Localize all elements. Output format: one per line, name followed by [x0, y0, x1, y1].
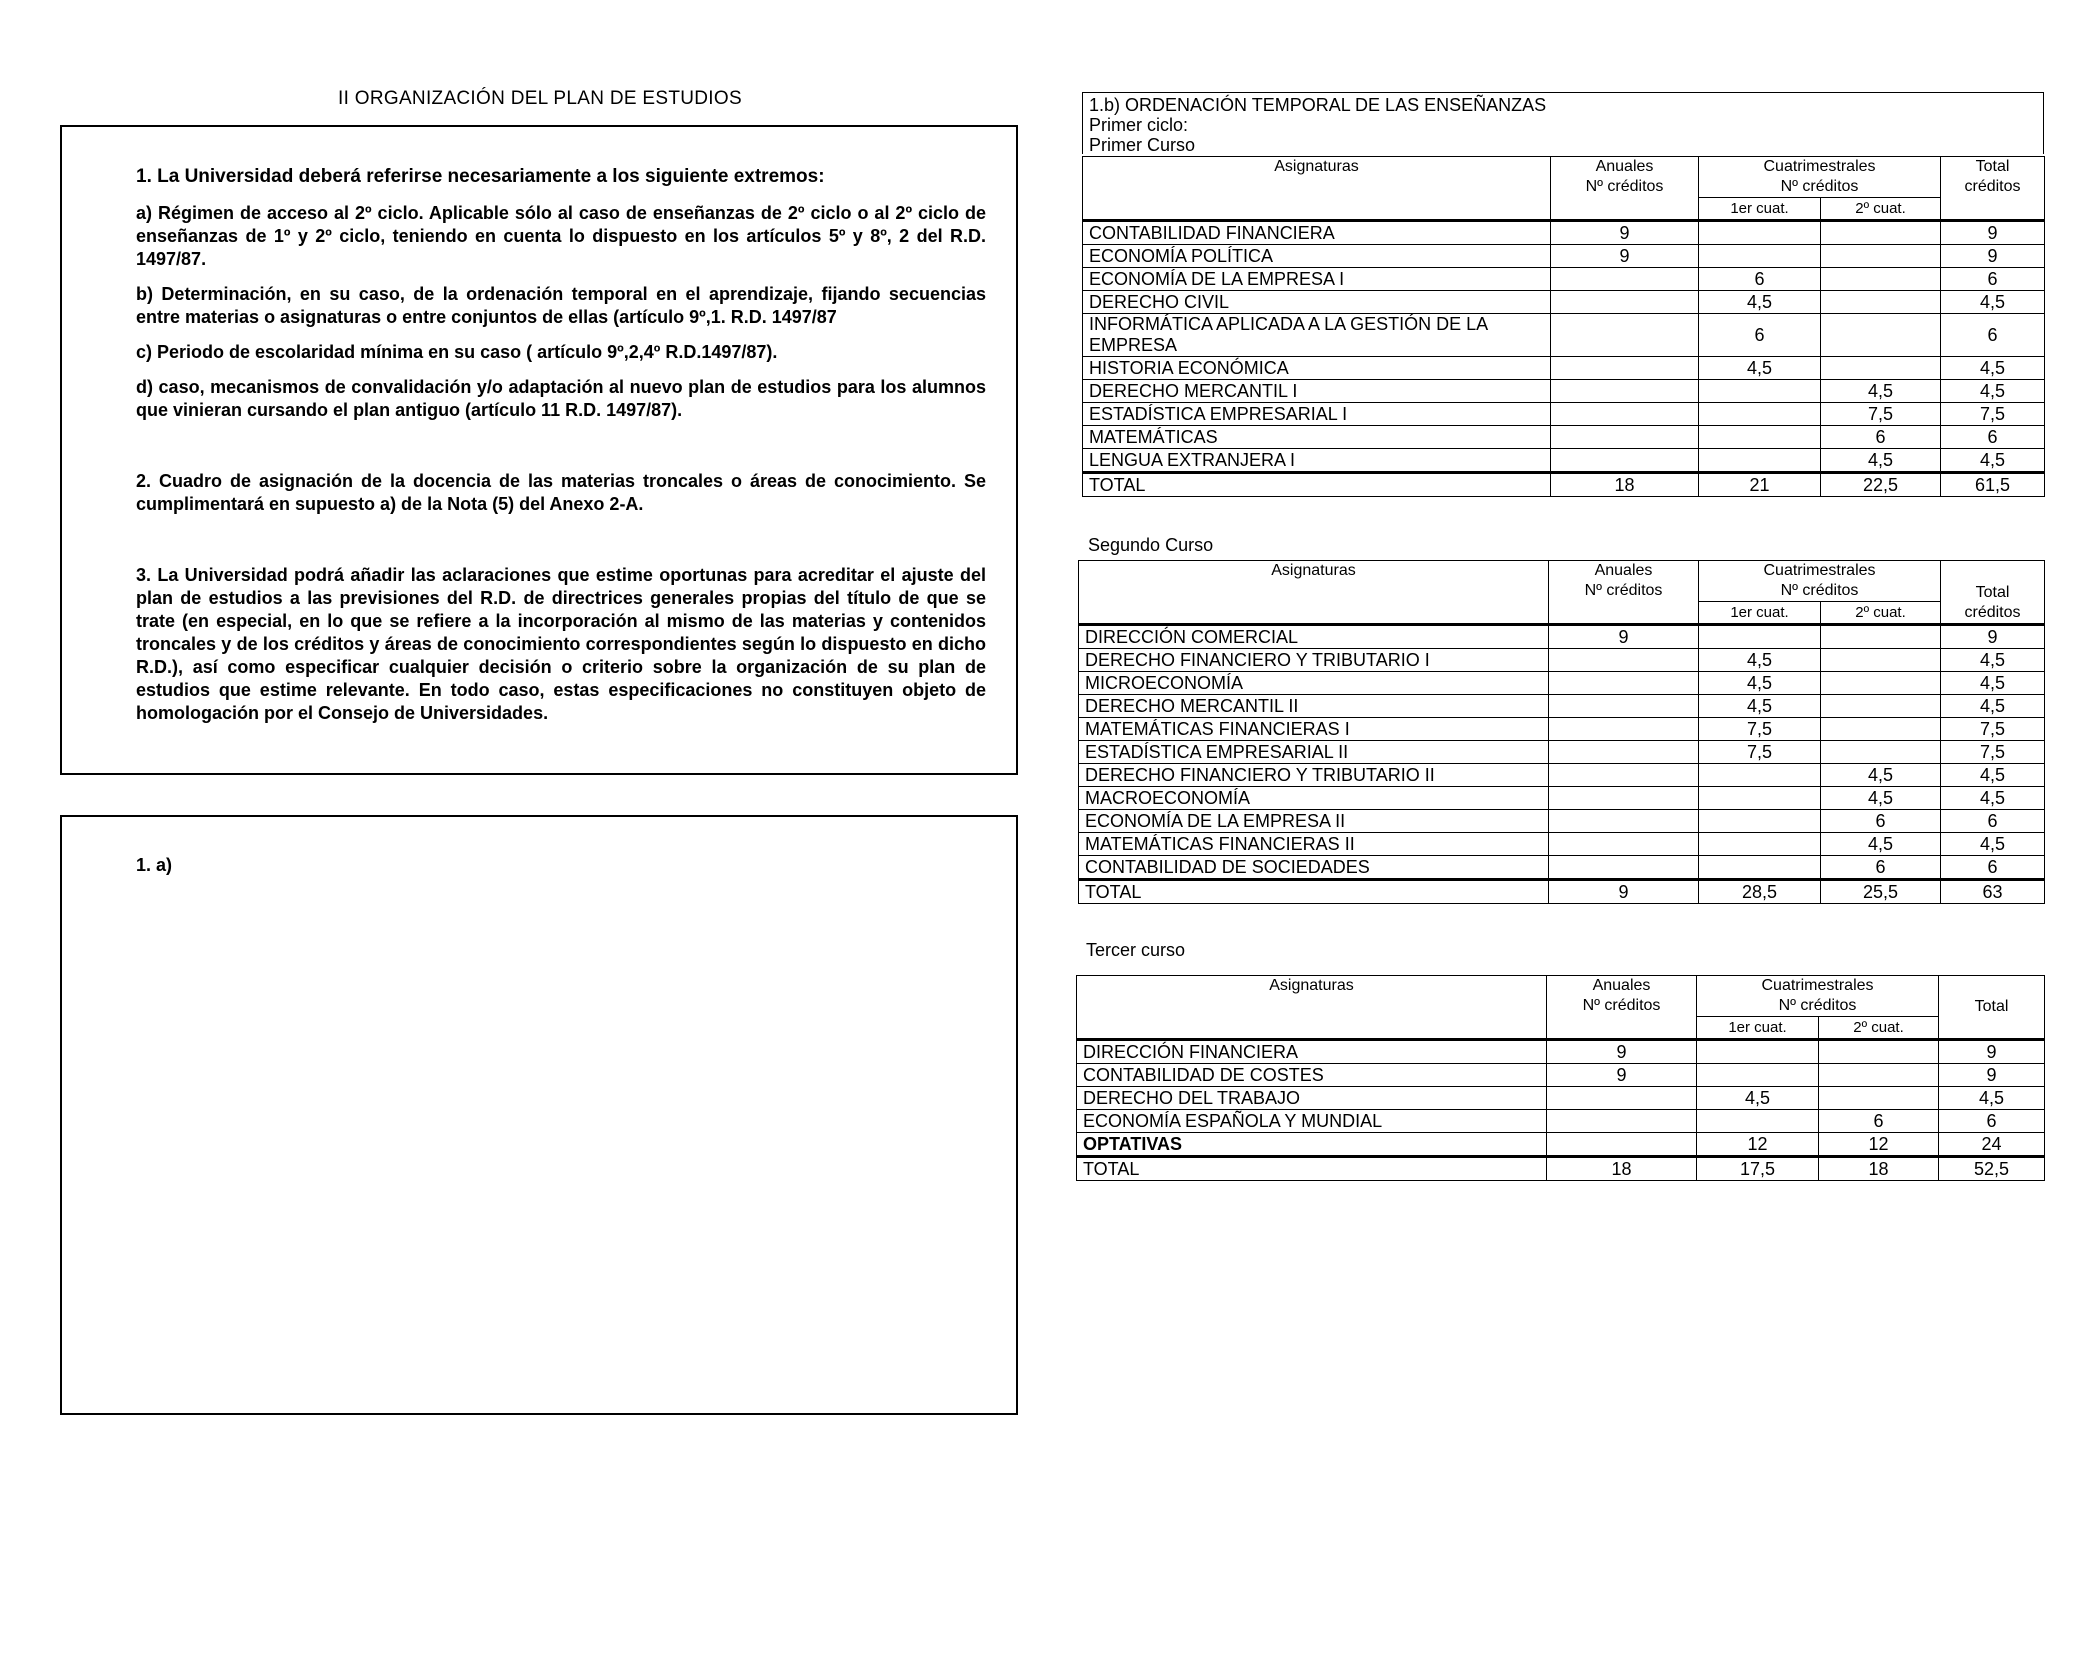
total-cell: 9 [1941, 221, 2045, 245]
total-cell: 9 [1939, 1064, 2045, 1087]
total-label: TOTAL [1079, 880, 1549, 904]
annual-cell [1551, 314, 1699, 357]
hdr-quarterly [1699, 561, 1941, 602]
subject-cell: DERECHO CIVIL [1083, 291, 1551, 314]
annual-cell [1549, 787, 1699, 810]
table-row [1083, 245, 2045, 268]
annual-cell [1551, 449, 1699, 473]
annual-cell [1549, 741, 1699, 764]
course3-body [1077, 976, 2045, 1181]
annual-cell [1551, 380, 1699, 403]
subject-cell: MATEMÁTICAS [1083, 426, 1551, 449]
total-cell: 6 [1941, 268, 2045, 291]
table-row [1083, 357, 2045, 380]
course1-label: Primer Curso [1089, 135, 1196, 155]
hdr-quarterly [1697, 976, 1939, 1017]
q2-cell [1821, 221, 1941, 245]
hdr-subjects: Asignaturas [1083, 157, 1551, 221]
hdr-q2: 2º cuat. [1819, 1017, 1939, 1040]
hdr-q2: 2º cuat. [1821, 602, 1941, 625]
total-cell: 6 [1941, 810, 2045, 833]
q1-cell [1697, 1110, 1819, 1133]
q1-cell: 4,5 [1699, 672, 1821, 695]
total-cell: 6 [1939, 1110, 2045, 1133]
q1-cell [1697, 1040, 1819, 1064]
q2-cell [1821, 357, 1941, 380]
subject-cell: DERECHO FINANCIERO Y TRIBUTARIO II [1079, 764, 1549, 787]
subject-cell: CONTABILIDAD FINANCIERA [1083, 221, 1551, 245]
table-row [1079, 695, 2045, 718]
total-cell: 4,5 [1941, 695, 2045, 718]
course3-label: Tercer curso [1086, 940, 1186, 960]
q1-cell [1699, 833, 1821, 856]
subject-cell: DIRECCIÓN COMERCIAL [1079, 625, 1549, 649]
q1-cell [1699, 856, 1821, 880]
hdr-subjects: Asignaturas [1077, 976, 1547, 1040]
q2-cell: 4,5 [1821, 787, 1941, 810]
table-row [1083, 403, 2045, 426]
annual-cell: 9 [1547, 1064, 1697, 1087]
subject-cell: DIRECCIÓN FINANCIERA [1077, 1040, 1547, 1064]
annual-cell [1549, 695, 1699, 718]
total-total: 52,5 [1939, 1157, 2045, 1181]
subject-cell: ESTADÍSTICA EMPRESARIAL II [1079, 741, 1549, 764]
table-row [1077, 1133, 2045, 1157]
hdr-annual-label: Anuales [1595, 158, 1654, 175]
subject-cell: MATEMÁTICAS FINANCIERAS I [1079, 718, 1549, 741]
total-cell: 7,5 [1941, 741, 2045, 764]
annual-cell [1547, 1133, 1697, 1157]
instruction-1b: b) Determinación, en su caso, de la ordenación temporal en el aprendizaje, fijando secuencias entre materias o asignaturas o entre conjuntos de ellas (artículo 9º,1. R.D. 1497/87 [136, 284, 986, 327]
hdr-quarterly-label: Cuatrimestrales [1763, 158, 1876, 175]
hdr-quarterly-credits: Nº créditos [1780, 582, 1859, 599]
table-row [1079, 672, 2045, 695]
annual-cell: 9 [1551, 221, 1699, 245]
q1-cell [1699, 403, 1821, 426]
q1-cell: 7,5 [1699, 741, 1821, 764]
table-row [1083, 380, 2045, 403]
total-cell: 4,5 [1941, 787, 2045, 810]
hdr-total [1941, 561, 2045, 625]
annual-cell [1551, 426, 1699, 449]
subject-cell: DERECHO FINANCIERO Y TRIBUTARIO I [1079, 649, 1549, 672]
q2-cell [1819, 1064, 1939, 1087]
q1-cell [1697, 1064, 1819, 1087]
hdr-annual [1551, 157, 1699, 221]
q2-cell [1821, 718, 1941, 741]
total-cell: 4,5 [1941, 833, 2045, 856]
subject-cell: DERECHO MERCANTIL I [1083, 380, 1551, 403]
ordering-heading: 1.b) ORDENACIÓN TEMPORAL DE LAS ENSEÑANZAS [1089, 95, 1547, 115]
total-cell: 4,5 [1941, 380, 2045, 403]
subject-cell: CONTABILIDAD DE SOCIEDADES [1079, 856, 1549, 880]
total-q2: 22,5 [1821, 473, 1941, 497]
subject-cell: DERECHO MERCANTIL II [1079, 695, 1549, 718]
total-q1: 28,5 [1699, 880, 1821, 904]
hdr-q1: 1er cuat. [1699, 602, 1821, 625]
annual-cell [1551, 403, 1699, 426]
total-cell: 4,5 [1941, 649, 2045, 672]
annual-cell: 9 [1551, 245, 1699, 268]
table-row [1079, 741, 2045, 764]
subject-cell: LENGUA EXTRANJERA I [1083, 449, 1551, 473]
instruction-2: 2. Cuadro de asignación de la docencia de las materias troncales o áreas de conocimiento. Se cumplimentará en supuesto a) de la Nota (5) del Anexo 2-A. [136, 471, 986, 514]
subject-cell: INFORMÁTICA APLICADA A LA GESTIÓN DE LA EMPRESA [1083, 314, 1551, 357]
hdr-total [1941, 157, 2045, 221]
q2-cell [1819, 1040, 1939, 1064]
q1-cell: 4,5 [1697, 1087, 1819, 1110]
q1-cell: 6 [1699, 268, 1821, 291]
table-row [1079, 833, 2045, 856]
q2-cell [1821, 672, 1941, 695]
total-row [1079, 880, 2045, 904]
total-cell: 9 [1941, 245, 2045, 268]
hdr-total-label: Total [1975, 158, 2010, 175]
annual-cell [1551, 357, 1699, 380]
total-annual: 9 [1549, 880, 1699, 904]
table-row [1079, 787, 2045, 810]
q2-cell [1821, 741, 1941, 764]
total-cell: 4,5 [1941, 357, 2045, 380]
q2-cell: 4,5 [1821, 833, 1941, 856]
table-row [1079, 764, 2045, 787]
table-row [1077, 1087, 2045, 1110]
table-row [1079, 649, 2045, 672]
total-q2: 25,5 [1821, 880, 1941, 904]
q2-cell [1821, 314, 1941, 357]
total-cell: 9 [1941, 625, 2045, 649]
subject-cell: ECONOMÍA ESPAÑOLA Y MUNDIAL [1077, 1110, 1547, 1133]
q1-cell [1699, 221, 1821, 245]
course1-table [1082, 156, 2045, 497]
q1-cell: 4,5 [1699, 649, 1821, 672]
total-cell: 6 [1941, 426, 2045, 449]
total-cell: 6 [1941, 314, 2045, 357]
q1-cell [1699, 625, 1821, 649]
subject-cell: MICROECONOMÍA [1079, 672, 1549, 695]
subject-cell: ECONOMÍA POLÍTICA [1083, 245, 1551, 268]
q1-cell [1699, 787, 1821, 810]
hdr-annual-label: Anuales [1594, 562, 1653, 579]
subject-cell: HISTORIA ECONÓMICA [1083, 357, 1551, 380]
instruction-1d: d) caso, mecanismos de convalidación y/o adaptación al nuevo plan de estudios para los alumnos que vinieran cursando el plan antiguo (artículo 11 R.D. 1497/87). [136, 377, 986, 420]
annual-cell [1549, 672, 1699, 695]
hdr-quarterly-label: Cuatrimestrales [1763, 562, 1876, 579]
q2-cell: 12 [1819, 1133, 1939, 1157]
table-row [1083, 268, 2045, 291]
total-label: TOTAL [1077, 1157, 1547, 1181]
q2-cell [1821, 268, 1941, 291]
total-cell: 4,5 [1941, 764, 2045, 787]
q1-cell: 7,5 [1699, 718, 1821, 741]
q1-cell [1699, 245, 1821, 268]
total-q1: 17,5 [1697, 1157, 1819, 1181]
annual-cell [1549, 810, 1699, 833]
table-row [1083, 314, 2045, 357]
q1-cell [1699, 380, 1821, 403]
q1-cell: 12 [1697, 1133, 1819, 1157]
q1-cell: 4,5 [1699, 291, 1821, 314]
hdr-annual-credits: Nº créditos [1584, 582, 1663, 599]
hdr-q1: 1er cuat. [1697, 1017, 1819, 1040]
total-cell: 6 [1941, 856, 2045, 880]
answer-label: 1. a) [136, 855, 173, 875]
course2-body [1079, 561, 2045, 904]
q1-cell [1699, 764, 1821, 787]
q2-cell: 4,5 [1821, 764, 1941, 787]
hdr-subjects: Asignaturas [1079, 561, 1549, 625]
q1-cell: 4,5 [1699, 357, 1821, 380]
annual-cell [1549, 718, 1699, 741]
hdr-annual-credits: Nº créditos [1585, 178, 1664, 195]
table-row [1083, 291, 2045, 314]
q2-cell [1821, 625, 1941, 649]
hdr-quarterly-credits: Nº créditos [1780, 178, 1859, 195]
total-total: 63 [1941, 880, 2045, 904]
annual-cell: 9 [1547, 1040, 1697, 1064]
cycle-label: Primer ciclo: [1089, 115, 1189, 135]
instruction-3: 3. La Universidad podrá añadir las aclaraciones que estime oportunas para acreditar el ajuste del plan de estudios a las previsiones del R.D. de directrices generales propias del título de que se trate (en especial, en lo que se refiere a la incorporación al mismo de las materias y contenidos troncales y de los créditos y áreas de conocimiento correspondientes según lo dispuesto en dicho R.D.), así como especificar cualquier decisión o criterio sobre la organización de su plan de estudios que estime relevante. En todo caso, estas especificaciones no constituyen objeto de homologación por el Consejo de Universidades. [136, 565, 986, 723]
instructions-box [60, 125, 1018, 775]
hdr-annual [1549, 561, 1699, 625]
total-cell: 4,5 [1939, 1087, 2045, 1110]
answer-box-1a [60, 815, 1018, 1415]
total-cell: 7,5 [1941, 403, 2045, 426]
total-label: TOTAL [1083, 473, 1551, 497]
q1-cell [1699, 810, 1821, 833]
q2-cell: 6 [1821, 426, 1941, 449]
annual-cell: 9 [1549, 625, 1699, 649]
subject-cell: ECONOMÍA DE LA EMPRESA I [1083, 268, 1551, 291]
q2-cell: 4,5 [1821, 380, 1941, 403]
table-row [1079, 625, 2045, 649]
total-cell: 24 [1939, 1133, 2045, 1157]
table-row [1077, 1040, 2045, 1064]
subject-cell: DERECHO DEL TRABAJO [1077, 1087, 1547, 1110]
annual-cell [1551, 291, 1699, 314]
subject-cell: ECONOMÍA DE LA EMPRESA II [1079, 810, 1549, 833]
hdr-quarterly [1699, 157, 1941, 198]
total-annual: 18 [1551, 473, 1699, 497]
total-row [1077, 1157, 2045, 1181]
ordering-header [1082, 92, 2044, 154]
total-cell: 4,5 [1941, 291, 2045, 314]
total-row [1083, 473, 2045, 497]
annual-cell [1547, 1087, 1697, 1110]
q2-cell [1819, 1087, 1939, 1110]
course3-table [1076, 975, 2045, 1181]
course1-body [1083, 157, 2045, 497]
instruction-1a: a) Régimen de acceso al 2º ciclo. Aplicable sólo al caso de enseñanzas de 2º ciclo o al 2º ciclo de enseñanzas de 1º y 2º ciclo, teniendo en cuenta lo dispuesto en los artículos 5º y 8º, 2 del R.D. 1497/87. [136, 203, 986, 269]
q2-cell: 6 [1821, 856, 1941, 880]
table-row [1083, 426, 2045, 449]
hdr-annual [1547, 976, 1697, 1040]
annual-cell [1547, 1110, 1697, 1133]
subject-cell: MATEMÁTICAS FINANCIERAS II [1079, 833, 1549, 856]
total-cell: 4,5 [1941, 449, 2045, 473]
annual-cell [1551, 268, 1699, 291]
hdr-total: Total [1939, 976, 2045, 1040]
total-annual: 18 [1547, 1157, 1697, 1181]
q2-cell [1821, 695, 1941, 718]
hdr-quarterly-credits: Nº créditos [1778, 997, 1857, 1014]
course2-label: Segundo Curso [1088, 535, 1214, 555]
total-total: 61,5 [1941, 473, 2045, 497]
total-cell: 4,5 [1941, 672, 2045, 695]
q2-cell [1821, 291, 1941, 314]
hdr-q2: 2º cuat. [1821, 198, 1941, 221]
total-cell: 9 [1939, 1040, 2045, 1064]
table-row [1077, 1110, 2045, 1133]
total-q2: 18 [1819, 1157, 1939, 1181]
section-title: II ORGANIZACIÓN DEL PLAN DE ESTUDIOS [338, 88, 742, 109]
q2-cell: 6 [1821, 810, 1941, 833]
table-row [1079, 810, 2045, 833]
hdr-annual-label: Anuales [1592, 977, 1651, 994]
table-row [1079, 856, 2045, 880]
annual-cell [1549, 649, 1699, 672]
hdr-q1: 1er cuat. [1699, 198, 1821, 221]
q2-cell: 4,5 [1821, 449, 1941, 473]
q1-cell: 6 [1699, 314, 1821, 357]
instruction-1c: c) Periodo de escolaridad mínima en su caso ( artículo 9º,2,4º R.D.1497/87). [136, 342, 778, 362]
subject-cell: MACROECONOMÍA [1079, 787, 1549, 810]
subject-cell: OPTATIVAS [1077, 1133, 1547, 1157]
course2-table [1078, 560, 2045, 904]
total-cell: 7,5 [1941, 718, 2045, 741]
table-row [1077, 1064, 2045, 1087]
q2-cell: 7,5 [1821, 403, 1941, 426]
q2-cell [1821, 245, 1941, 268]
q2-cell [1821, 649, 1941, 672]
annual-cell [1549, 856, 1699, 880]
q1-cell [1699, 426, 1821, 449]
hdr-total-label: Total [1975, 584, 2010, 601]
annual-cell [1549, 764, 1699, 787]
q2-cell: 6 [1819, 1110, 1939, 1133]
subject-cell: CONTABILIDAD DE COSTES [1077, 1064, 1547, 1087]
total-q1: 21 [1699, 473, 1821, 497]
hdr-total-credits: créditos [1964, 604, 2021, 621]
instruction-1: 1. La Universidad deberá referirse necesariamente a los siguiente extremos: [136, 166, 825, 187]
subject-cell: ESTADÍSTICA EMPRESARIAL I [1083, 403, 1551, 426]
hdr-quarterly-label: Cuatrimestrales [1761, 977, 1874, 994]
hdr-annual-credits: Nº créditos [1582, 997, 1661, 1014]
q1-cell: 4,5 [1699, 695, 1821, 718]
table-row [1079, 718, 2045, 741]
hdr-total-credits: créditos [1964, 178, 2021, 195]
annual-cell [1549, 833, 1699, 856]
q1-cell [1699, 449, 1821, 473]
table-row [1083, 449, 2045, 473]
table-row [1083, 221, 2045, 245]
